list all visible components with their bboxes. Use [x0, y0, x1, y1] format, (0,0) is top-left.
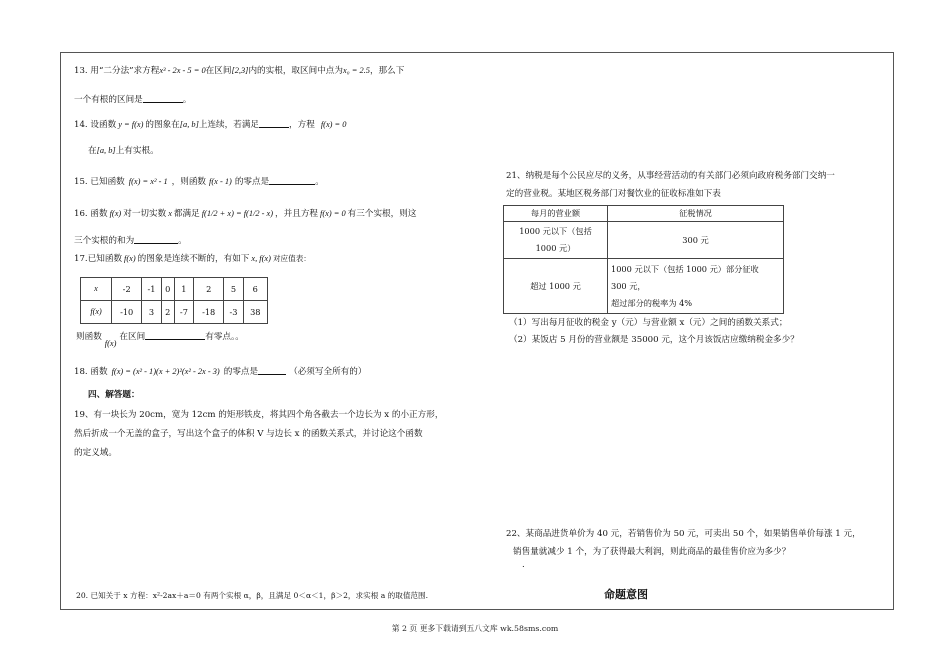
- q17-value-table: [80, 277, 268, 324]
- q15-line: [74, 175, 324, 188]
- q21-line2: 定的营业税。某地区税务部门对餐饮业的征收标准如下表: [506, 189, 721, 199]
- q18-line: [74, 365, 366, 378]
- q14-line2-text: 上有实根。: [115, 146, 159, 156]
- q14-line1: [74, 118, 346, 131]
- table-cell: -1: [142, 278, 161, 301]
- table-cell: -7: [174, 301, 193, 324]
- q17-after-a: 则函数: [76, 332, 102, 342]
- q16-text-line2: 三个实根的和为: [74, 236, 135, 246]
- q16-line1: [74, 209, 416, 220]
- table-cell: 5: [224, 278, 243, 301]
- table-cell: 2: [161, 301, 174, 324]
- tax-row2-left: 超过 1000 元: [504, 259, 608, 314]
- q17-after-b: 在区间: [119, 332, 146, 342]
- q15-end: 。: [315, 177, 324, 187]
- table-row: [81, 278, 268, 301]
- q14-text-c: 上连续，若满足: [198, 120, 260, 130]
- q22-line2: 销售量就减少 1 个，为了获得最大利润，则此商品的最佳售价应为多少？: [513, 547, 791, 557]
- q13-midpoint: x₀ = 2.5: [343, 66, 370, 75]
- q14-answer-blank[interactable]: [259, 118, 289, 128]
- design-intent-title: 命题意图: [604, 588, 648, 601]
- q16-text-d: ，并且方程: [275, 209, 319, 219]
- q16-text-a: 16. 函数: [74, 209, 108, 219]
- q16-text-b: 对一切实数: [123, 209, 167, 219]
- tax-header-levy: 征税情况: [608, 206, 784, 222]
- q17-after-function: f(x): [104, 339, 117, 348]
- tax-row2-right-c: 超过部分的税率为 4%: [611, 297, 693, 308]
- q16-line2: [74, 234, 187, 247]
- q18-text-c: （必须写全所有的）: [289, 367, 367, 377]
- q17-line1: [74, 254, 311, 265]
- q17-line2: [76, 330, 244, 348]
- tax-header-revenue: 每月的营业额: [504, 206, 608, 222]
- q13-line1: [74, 66, 404, 77]
- q14-interval: [a, b]: [179, 120, 199, 129]
- q17-text-b: 的图象是连续不断的，有如下: [137, 254, 250, 264]
- q18-text-b: 的零点是: [223, 367, 259, 377]
- tax-row1-left-a: 1000 元以下（包括: [519, 226, 592, 236]
- q19-line3: 的定义域。: [74, 448, 117, 458]
- q21-line1: 21、纳税是每个公民应尽的义务，从事经营活动的有关部门必须向政府税务部门交纳一: [506, 171, 835, 181]
- page-footer: 第 2 页 更多下载请到五八文库 wk.58sms.com: [391, 624, 559, 633]
- q16-function: f(x): [109, 209, 122, 218]
- tax-row1-left: [504, 222, 608, 259]
- tax-row1-left-b: 1000 元）: [535, 243, 576, 253]
- q13-end: 。: [182, 95, 192, 105]
- section-heading: 四、解答题：: [88, 390, 140, 400]
- q14-line2: [88, 146, 159, 157]
- q16-text-e: 有三个实根，则这: [347, 209, 417, 219]
- q15-equation2: f(x - 1): [209, 177, 232, 186]
- q13-answer-blank[interactable]: [143, 93, 183, 103]
- q16-answer-blank[interactable]: [134, 234, 178, 244]
- table-cell: 0: [161, 278, 174, 301]
- q14-equation: y = f(x): [118, 120, 144, 129]
- tax-row2-right-b: 300 元，: [611, 280, 646, 291]
- q18-equation: f(x) = (x² - 1)(x + 2)²(x² - 2x - 3): [111, 367, 220, 376]
- table-cell: -2: [112, 278, 142, 301]
- q15-text-b: ，则函数: [171, 177, 207, 187]
- tax-row1-right: 300 元: [608, 222, 784, 259]
- tax-row2-right-a: 1000 元以下（包括 1000 元）部分征收: [611, 263, 759, 274]
- table-row: [504, 259, 784, 314]
- q15-equation: f(x) = x² - 1: [128, 177, 168, 186]
- q21-sub1: （1）写出每月征收的税金 y（元）与营业额 x（元）之间的函数关系式；: [509, 318, 788, 328]
- q17-after-c: 有零点。。: [205, 332, 244, 342]
- q16-text-c: 都满足: [173, 209, 200, 219]
- q18-text-a: 18. 函数: [74, 367, 108, 377]
- q17-answer-blank[interactable]: [145, 330, 205, 340]
- q15-text-a: 15. 已知函数: [74, 177, 125, 187]
- q14-line2-interval: [a, b]: [96, 146, 116, 155]
- q21-sub2: （2）某饭店 5 月份的营业额是 35000 元，这个月该饭店应缴纳税金多少？: [509, 335, 799, 345]
- q13-text-c: 内的实根，取区间中点为: [248, 66, 343, 76]
- q16-end: 。: [178, 236, 187, 246]
- q16-equation2: f(x) = 0: [320, 209, 346, 218]
- q13-text-line2: 一个有根的区间是: [74, 95, 143, 105]
- table-row: [504, 222, 784, 259]
- table-cell: -3: [224, 301, 243, 324]
- q14-text-a: 14. 设函数: [74, 120, 117, 130]
- table-cell: 38: [243, 301, 267, 324]
- q13-text-d: ，那么下: [369, 66, 405, 76]
- table-cell: -10: [112, 301, 142, 324]
- table-row: [81, 301, 268, 324]
- q15-text-c: 的零点是: [234, 177, 270, 187]
- q14-equation2: f(x) = 0: [320, 120, 347, 129]
- q22-dot: .: [522, 560, 525, 570]
- table-row: [504, 206, 784, 222]
- table-cell: 1: [174, 278, 193, 301]
- q17-text-c: 对应值表：: [272, 254, 311, 263]
- table-cell: -18: [194, 301, 224, 324]
- q16-equation: f(1/2 + x) = f(1/2 - x): [201, 209, 274, 218]
- q13-text-b: 在区间: [205, 66, 232, 76]
- q19-line2: 然后折成一个无盖的盒子，写出这个盒子的体积 V 与边长 x 的函数关系式，并讨论这个函数: [74, 429, 423, 439]
- q17-text-a: 17.已知函数: [74, 254, 123, 264]
- q17-function: f(x): [124, 254, 136, 263]
- table-cell: 6: [243, 278, 267, 301]
- q14-line2-prefix: 在: [88, 146, 97, 156]
- tax-row2-right: [608, 259, 784, 314]
- q14-text-d: ，方程: [289, 120, 315, 130]
- q19-line1: 19、有一块长为 20cm，宽为 12cm 的矩形铁皮，将其四个角各截去一个边长为 x 的小正方形，: [74, 410, 444, 420]
- q17-pair: x, f(x): [251, 254, 271, 263]
- table-head-fx: f(x): [81, 301, 112, 324]
- q13-interval: [2,3]: [231, 66, 249, 75]
- tax-table: [503, 205, 784, 314]
- q13-line2: [74, 93, 191, 106]
- table-cell: 3: [142, 301, 161, 324]
- q15-answer-blank[interactable]: [269, 175, 315, 185]
- table-head-x: x: [81, 278, 112, 301]
- table-cell: 2: [194, 278, 224, 301]
- q14-text-b: 的图象在: [145, 120, 180, 130]
- q20-line: 20. 已知关于 x 方程：x²-2ax＋a＝0 有两个实根 α，β，且满足 0＜α＜1，β＞2，求实根 a 的取值范围.: [76, 591, 429, 600]
- q18-answer-blank[interactable]: [258, 365, 286, 375]
- q22-line1: 22、某商品进货单价为 40 元，若销售价为 50 元，可卖出 50 个，如果销售单价每涨 1 元，: [506, 529, 861, 539]
- q16-variable: x: [168, 209, 172, 218]
- q13-text-a: 13. 用“二分法”求方程: [74, 66, 160, 76]
- q13-equation: x³ - 2x - 5 = 0: [159, 66, 206, 75]
